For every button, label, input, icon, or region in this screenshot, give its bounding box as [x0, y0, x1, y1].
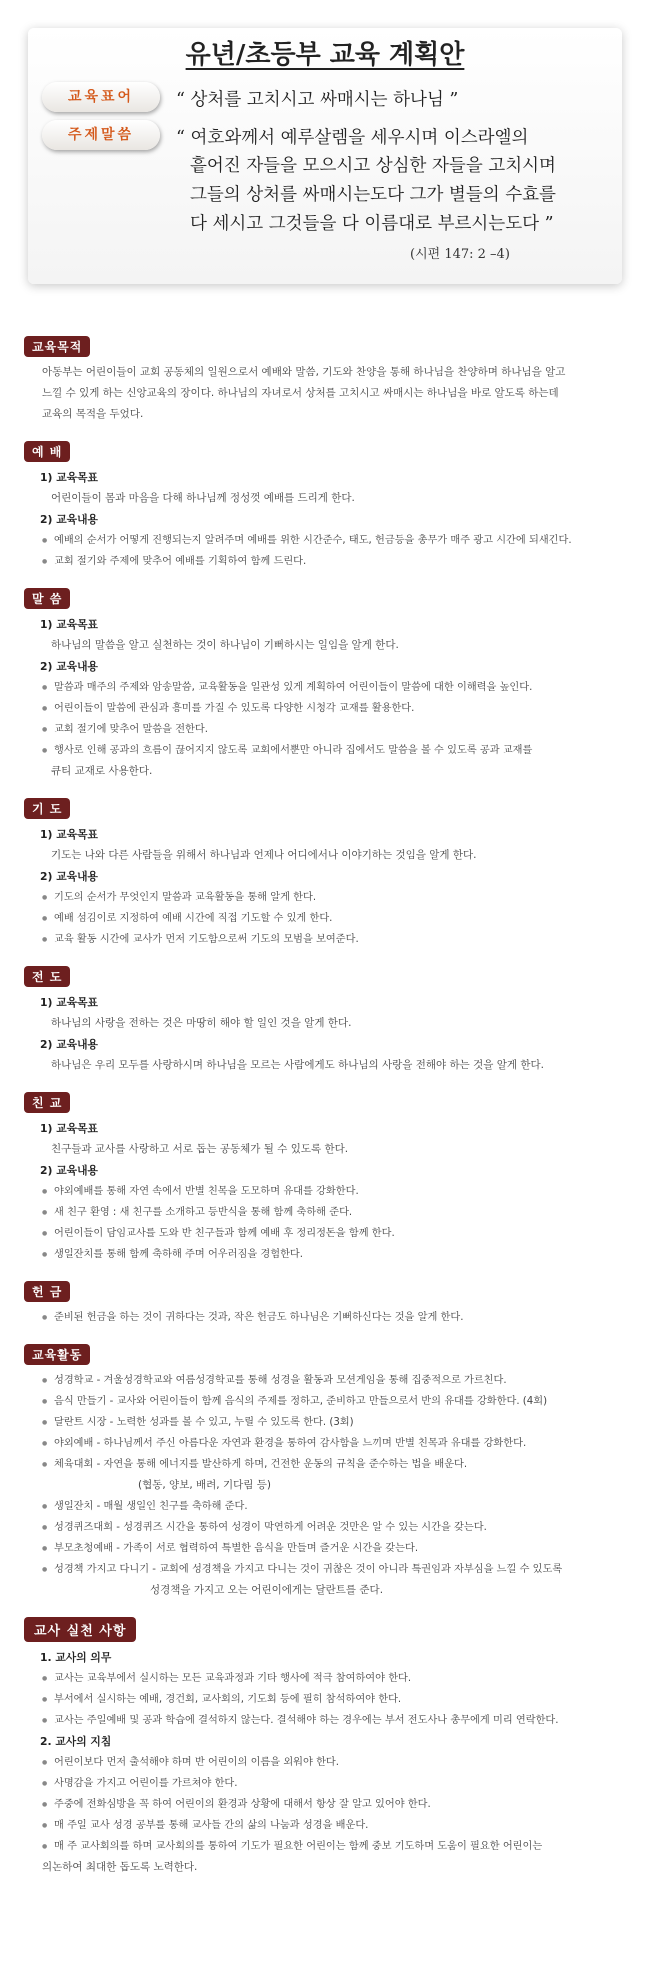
list-item: ● 매 주일 교사 성경 공부를 통해 교사들 간의 삶의 나눔과 성경을 배운다.	[42, 1815, 630, 1836]
list-item: ● 달란트 시장 - 노력한 성과를 볼 수 있고, 누릴 수 있도록 한다. (3회)	[42, 1412, 630, 1433]
motto-label: 교육표어	[42, 82, 160, 112]
subsection-heading: 1) 교육목표	[40, 828, 98, 841]
list-item: ● 야외예배를 통해 자연 속에서 반별 친목을 도모하며 유대를 강화한다.	[42, 1181, 630, 1202]
list-item: ● 음식 만들기 - 교사와 어린이들이 함께 음식의 주제를 정하고, 준비하고 만들으로서 반의 유대를 강화한다. (4회)	[42, 1391, 630, 1412]
list-item: ● 어린이보다 먼저 출석해야 하며 반 어린이의 이름을 외워야 한다.	[42, 1752, 630, 1773]
list-item: ● 야외예배 - 하나님께서 주신 아름다운 자연과 환경을 통하여 감사함을 느끼며 반별 친목과 유대를 강화한다.	[42, 1433, 630, 1454]
list-item: ● 행사로 인해 공과의 흐름이 끊어지지 않도록 교회에서뿐만 아니라 집에서도 말씀을 볼 수 있도록 공과 교재를	[42, 740, 630, 761]
subsection-text: 친구들과 교사를 사랑하고 서로 돕는 공동체가 될 수 있도록 한다.	[51, 1143, 349, 1155]
list-item: ● 말씀과 매주의 주제와 암송말씀, 교육활동을 일관성 있게 계획하여 어린이들이 말씀에 대한 이해력을 높인다.	[42, 677, 630, 698]
list-item: ● 사명감을 가지고 어린이를 가르쳐야 한다.	[42, 1773, 630, 1794]
list-item: ● 준비된 헌금을 하는 것이 귀하다는 것과, 작은 헌금도 하나님은 기뻐하신다는 것을 알게 한다.	[42, 1307, 630, 1328]
subsection-heading: 2) 교육내용	[40, 660, 98, 673]
subsection-heading: 1) 교육목표	[40, 1122, 98, 1135]
plan-header-card	[28, 28, 622, 284]
list-item: ● 교회 절기에 맞추어 말씀을 전한다.	[42, 719, 630, 740]
verse-label: 주제말씀	[42, 120, 160, 150]
bullet-list	[24, 677, 630, 761]
bullet-list	[24, 887, 630, 950]
list-item: ● 생일잔치를 통해 함께 축하해 주며 어우러짐을 경험한다.	[42, 1244, 630, 1265]
bullet-list	[24, 1370, 630, 1475]
bullet-list	[24, 1496, 630, 1580]
bullet-list	[24, 1181, 630, 1265]
plan-content	[24, 320, 630, 1878]
subsection-heading: 1) 교육목표	[40, 996, 98, 1009]
section-badge-prayer: 기 도	[24, 798, 70, 819]
verse-line: 흩어진 자들을 모으시고 상심한 자들을 고치시며	[190, 156, 556, 176]
subsection-text: 하나님의 말씀을 알고 실천하는 것이 하나님이 기뻐하시는 일임을 알게 한다.	[51, 639, 399, 651]
section-activities	[24, 1328, 630, 1601]
list-item-continuation: 성경책을 가지고 오는 어린이에게는 달란트를 준다.	[150, 1584, 384, 1596]
list-item: ● 어린이들이 말씀에 관심과 흥미를 가질 수 있도록 다양한 시청각 교재를 활용한다.	[42, 698, 630, 719]
section-badge-activities: 교육활동	[24, 1344, 90, 1365]
list-item: ● 어린이들이 담임교사를 도와 반 친구들과 함께 예배 후 정리정돈을 함께 한다.	[42, 1223, 630, 1244]
subsection-heading: 2) 교육내용	[40, 1038, 98, 1051]
subsection-heading: 1) 교육목표	[40, 471, 98, 484]
subsection-heading: 2) 교육내용	[40, 513, 98, 526]
verse-line: 그들의 상처를 싸매시는도다 그가 별들의 수효를	[190, 185, 556, 205]
list-item-continuation: 큐티 교재로 사용한다.	[51, 765, 153, 777]
section-evangelism	[24, 950, 630, 1076]
list-item: ● 기도의 순서가 무엇인지 말씀과 교육활동을 통해 알게 한다.	[42, 887, 630, 908]
section-offering	[24, 1265, 630, 1328]
verse-line: 다 세시고 그것들을 다 이름대로 부르시는도다 ”	[190, 214, 554, 234]
list-item-continuation: 의논하여 최대한 돕도록 노력한다.	[42, 1861, 198, 1873]
list-item: ● 새 친구 환영 : 새 친구를 소개하고 등반식을 통해 함께 축하해 준다.	[42, 1202, 630, 1223]
section-badge-worship: 예 배	[24, 441, 70, 462]
section-prayer	[24, 782, 630, 950]
list-item: ● 매 주 교사회의를 하며 교사회의를 통하여 기도가 필요한 어린이는 함께 중보 기도하며 도움이 필요한 어린이는	[42, 1836, 630, 1857]
bullet-list	[24, 1307, 630, 1328]
section-badge-offering: 헌 금	[24, 1281, 70, 1302]
subsection-text: 기도는 나와 다른 사람들을 위해서 하나님과 언제나 어디에서나 이야기하는 것임을 알게 한다.	[51, 849, 477, 861]
section-badge-evangelism: 전 도	[24, 966, 70, 987]
section-badge-word: 말 씀	[24, 588, 70, 609]
subsection-heading: 2) 교육내용	[40, 1164, 98, 1177]
section-badge-fellowship: 친 교	[24, 1092, 70, 1113]
list-item-continuation: (협동, 양보, 배려, 기다림 등)	[138, 1479, 271, 1491]
bullet-list	[24, 1752, 630, 1857]
section-badge-teacher: 교사 실천 사항	[24, 1617, 136, 1642]
subsection-heading: 2. 교사의 지침	[40, 1735, 112, 1748]
section-fellowship	[24, 1076, 630, 1265]
verse-line: “ 여호와께서 예루살렘을 세우시며 이스라엘의	[176, 128, 529, 148]
verse-reference: (시편 147: 2 –4)	[410, 247, 510, 262]
list-item: ● 교사는 교육부에서 실시하는 모든 교육과정과 기타 행사에 적극 참여하여야 한다.	[42, 1668, 630, 1689]
section-goal	[24, 320, 630, 425]
goal-line: 아동부는 어린이들이 교회 공동체의 일원으로서 예배와 말씀, 기도와 찬양을 통해 하나님을 찬양하며 하나님을 알고	[42, 366, 566, 378]
list-item: ● 성경학교 - 겨울성경학교와 여름성경학교를 통해 성경을 활동과 모션게임을 통해 집중적으로 가르친다.	[42, 1370, 630, 1391]
subsection-heading: 1. 교사의 의무	[40, 1651, 112, 1664]
bullet-list	[24, 530, 630, 572]
subsection-heading: 1) 교육목표	[40, 618, 98, 631]
list-item: ● 예배 섬김이로 지정하여 예배 시간에 직접 기도할 수 있게 한다.	[42, 908, 630, 929]
subsection-text: 하나님의 사랑을 전하는 것은 마땅히 해야 할 일인 것을 알게 한다.	[51, 1017, 352, 1029]
list-item: ● 부서에서 실시하는 예배, 경건회, 교사회의, 기도회 등에 필히 참석하여야 한다.	[42, 1689, 630, 1710]
list-item: ● 예배의 순서가 어떻게 진행되는지 알려주며 예배를 위한 시간준수, 태도, 헌금등을 총무가 매주 광고 시간에 되새긴다.	[42, 530, 630, 551]
list-item: ● 체육대회 - 자연을 통해 에너지를 발산하게 하며, 건전한 운동의 규칙을 준수하는 법을 배운다.	[42, 1454, 630, 1475]
section-teacher	[24, 1601, 630, 1878]
goal-line: 교육의 목적을 두었다.	[42, 408, 144, 420]
section-word	[24, 572, 630, 782]
list-item: ● 교회 절기와 주제에 맞추어 예배를 기획하여 함께 드린다.	[42, 551, 630, 572]
page-title: 유년/초등부 교육 계획안	[185, 40, 465, 70]
bullet-list	[24, 1668, 630, 1731]
list-item: ● 성경책 가지고 다니기 - 교회에 성경책을 가지고 다니는 것이 귀찮은 것이 아니라 특권임과 자부심을 느낄 수 있도록	[42, 1559, 630, 1580]
list-item: ● 주중에 전화심방을 꼭 하여 어린이의 환경과 상황에 대해서 항상 잘 알고 있어야 한다.	[42, 1794, 630, 1815]
list-item: ● 생일잔치 - 매월 생일인 친구를 축하해 준다.	[42, 1496, 630, 1517]
list-item: ● 성경퀴즈대회 - 성경퀴즈 시간을 통하여 성경이 막연하게 어려운 것만은 알 수 있는 시간을 갖는다.	[42, 1517, 630, 1538]
subsection-heading: 2) 교육내용	[40, 870, 98, 883]
list-item: ● 부모초청예배 - 가족이 서로 협력하여 특별한 음식을 만들며 즐거운 시간을 갖는다.	[42, 1538, 630, 1559]
motto-text: “ 상처를 고치시고 싸매시는 하나님 ”	[176, 90, 459, 110]
subsection-text: 하나님은 우리 모두를 사랑하시며 하나님을 모르는 사람에게도 하나님의 사랑을 전해야 하는 것을 알게 한다.	[51, 1059, 545, 1071]
list-item: ● 교사는 주일예배 및 공과 학습에 결석하지 않는다. 결석해야 하는 경우에는 부서 전도사나 총무에게 미리 연락한다.	[42, 1710, 630, 1731]
subsection-text: 어린이들이 몸과 마음을 다해 하나님께 정성껏 예배를 드리게 한다.	[51, 492, 355, 504]
section-badge-goal: 교육목적	[24, 336, 90, 357]
section-worship	[24, 425, 630, 572]
goal-line: 느낄 수 있게 하는 신앙교육의 장이다. 하나님의 자녀로서 상처를 고치시고 싸매시는 하나님을 바로 알도록 하는데	[42, 387, 559, 399]
list-item: ● 교육 활동 시간에 교사가 먼저 기도함으로써 기도의 모범을 보여준다.	[42, 929, 630, 950]
